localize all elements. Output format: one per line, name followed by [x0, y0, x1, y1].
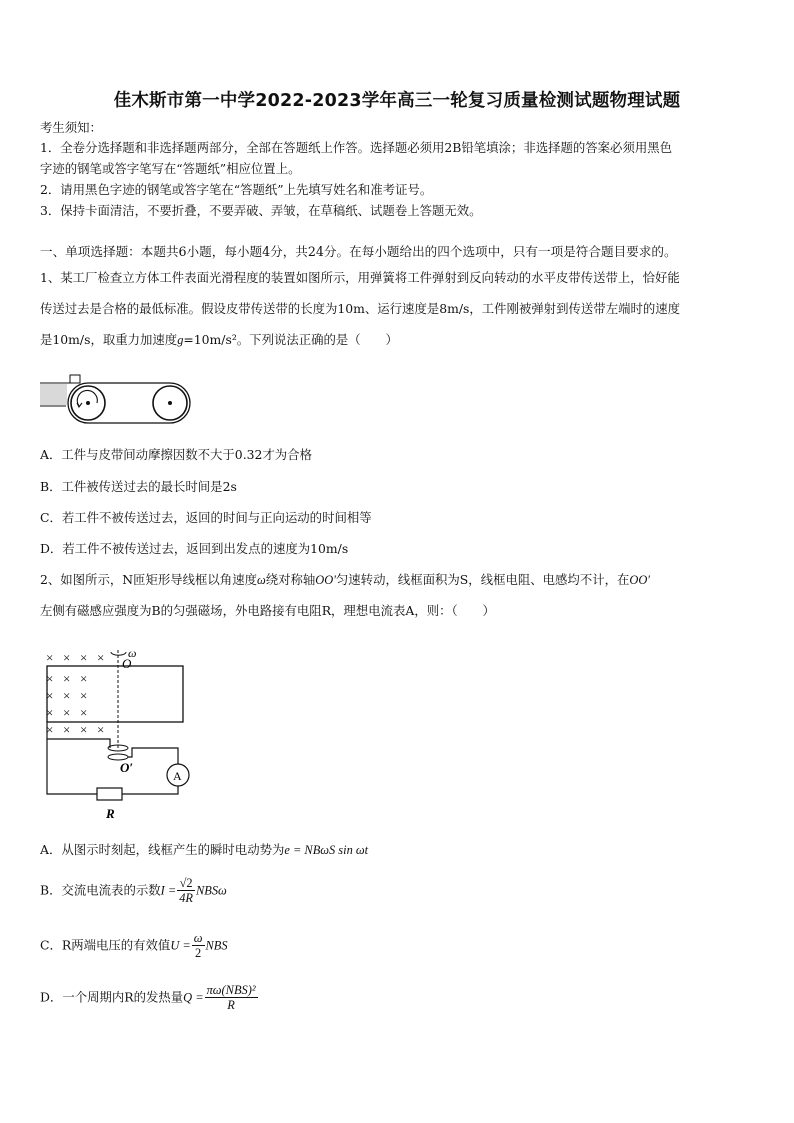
notice-heading: 考生须知：: [40, 120, 102, 135]
q1-stem-line2: 传送过去是合格的最低标准。假设皮带传送带的长度为10m、运行速度是8m/s，工件刚被弹射到传送带左端时的速度: [40, 301, 681, 316]
q2-option-c-tail: NBS: [205, 938, 228, 953]
section-heading: 一、单项选择题：本题共6小题，每小题4分，共24分。在每小题给出的四个选项中，只有一项是符合题目要求的。: [40, 244, 677, 259]
cross-mark: ×: [97, 722, 105, 737]
q2-stem-part2: 绕对称轴: [265, 572, 316, 587]
q1-stem-line3-part1: 是10m/s，取重力加速度: [40, 332, 178, 347]
cross-mark: ×: [63, 722, 71, 737]
left-pulley: [71, 386, 105, 420]
cross-mark: ×: [46, 688, 54, 703]
q1-option-b: B．工件被传送过去的最长时间是2s: [40, 479, 237, 494]
cross-mark: ×: [97, 650, 105, 665]
q2-option-c-fraction: [192, 931, 205, 960]
q1-option-a: A．工件与皮带间动摩擦因数不大于0.32才为合格: [40, 447, 312, 462]
q2-option-d-lhs: Q =: [183, 990, 204, 1005]
ammeter: [167, 764, 189, 786]
cross-mark: ×: [80, 671, 88, 686]
q2-option-b-tail: NBSω: [195, 883, 227, 898]
cross-mark: ×: [80, 705, 88, 720]
exam-title: 佳木斯市第一中学2022-2023学年高三一轮复习质量检测试题物理试题: [113, 91, 681, 111]
q1-conveyor-figure: [40, 366, 200, 426]
resistor: [97, 788, 122, 800]
q2-option-d-numerator: πω(NBS)²: [206, 983, 256, 997]
q1-stem-line3-part2: =10m/s²。下列说法正确的是（ ）: [183, 332, 398, 347]
q2-option-b-denominator: 4R: [179, 891, 193, 905]
q2-option-c-lhs: U =: [170, 938, 191, 953]
q2-stem-part1: 2、如图所示，N匝矩形导线框以角速度: [40, 572, 257, 587]
q2-option-d: [40, 983, 259, 1012]
cross-mark: ×: [80, 688, 88, 703]
q2-stem-line1: [40, 573, 650, 587]
q2-option-d-fraction: [205, 983, 258, 1012]
magnetic-field-crosses: [46, 650, 104, 737]
q1-stem-line3: [40, 333, 398, 347]
cross-mark: ×: [63, 650, 71, 665]
cross-mark: ×: [80, 722, 88, 737]
q2-option-c: [40, 931, 228, 960]
q2-option-b: [40, 876, 227, 905]
notice-item-3: 3．保持卡面清洁，不要折叠，不要弄破、弄皱，在草稿纸、试题卷上答题无效。: [40, 203, 482, 218]
workpiece-block: [70, 375, 80, 383]
q2-option-b-lhs: I =: [160, 883, 177, 898]
q1-stem-g-symbol: g: [177, 333, 184, 347]
omega-label: ω: [128, 646, 137, 660]
ammeter-label: A: [173, 769, 182, 783]
notice-item-1: 1．全卷分选择题和非选择题两部分，全部在答题纸上作答。选择题必须用2B铅笔填涂；非选择题的答案必须用黑色: [40, 140, 673, 155]
q2-option-c-denominator: 2: [195, 946, 202, 960]
q2-option-c-numerator: ω: [193, 931, 203, 945]
q2-stem-line2: 左侧有磁感应强度为B的匀强磁场，外电路接有电阻R，理想电流表A，则：（ ）: [40, 603, 495, 618]
q2-option-b-text: B．交流电流表的示数: [40, 882, 161, 898]
q2-option-a-formula: e = NBωS sin ωt: [284, 843, 369, 857]
q2-option-a-text: A．从图示时刻起，线框产生的瞬时电动势为: [40, 842, 285, 857]
q2-option-b-fraction: [177, 876, 195, 905]
q2-option-b-numerator: √2: [177, 876, 195, 891]
cross-mark: ×: [46, 722, 54, 737]
q2-stem-part3: 匀速转动，线框面积为S，线框电阻、电感均不计，在: [335, 572, 630, 587]
cross-mark: ×: [46, 650, 54, 665]
resistor-label: R: [106, 806, 115, 821]
axis-bottom-label: O′: [120, 760, 134, 775]
notice-item-1-cont: 字迹的钢笔或答字笔写在“答题纸”相应位置上。: [40, 161, 301, 176]
axis-top-label: O: [122, 656, 132, 671]
cross-mark: ×: [46, 671, 54, 686]
q2-circuit-figure: [40, 642, 200, 824]
cross-mark: ×: [63, 705, 71, 720]
cross-mark: ×: [46, 705, 54, 720]
q2-option-a: [40, 843, 368, 857]
cross-mark: ×: [63, 688, 71, 703]
q2-option-d-text: D．一个周期内R的发热量: [40, 989, 184, 1005]
q1-option-c: C．若工件不被传送过去，返回的时间与正向运动的时间相等: [40, 510, 372, 525]
q2-axis-symbol-2: OO′: [629, 573, 650, 587]
cross-mark: ×: [63, 671, 71, 686]
spring-launcher: [40, 383, 70, 406]
q1-stem-line1: 1、某工厂检查立方体工件表面光滑程度的装置如图所示，用弹簧将工件弹射到反向转动的水平皮带传送带上，恰好能: [40, 270, 680, 285]
q1-option-d: D．若工件不被传送过去，返回到出发点的速度为10m/s: [40, 541, 349, 556]
notice-item-2: 2．请用黑色字迹的钢笔或答字笔在“答题纸”上先填写姓名和准考证号。: [40, 182, 433, 197]
cross-mark: ×: [80, 650, 88, 665]
q2-option-c-text: C．R两端电压的有效值: [40, 937, 171, 953]
q2-axis-symbol: OO′: [315, 573, 336, 587]
q2-omega-symbol: ω: [256, 573, 266, 587]
q2-option-d-denominator: R: [227, 998, 235, 1012]
right-pulley: [153, 386, 187, 420]
